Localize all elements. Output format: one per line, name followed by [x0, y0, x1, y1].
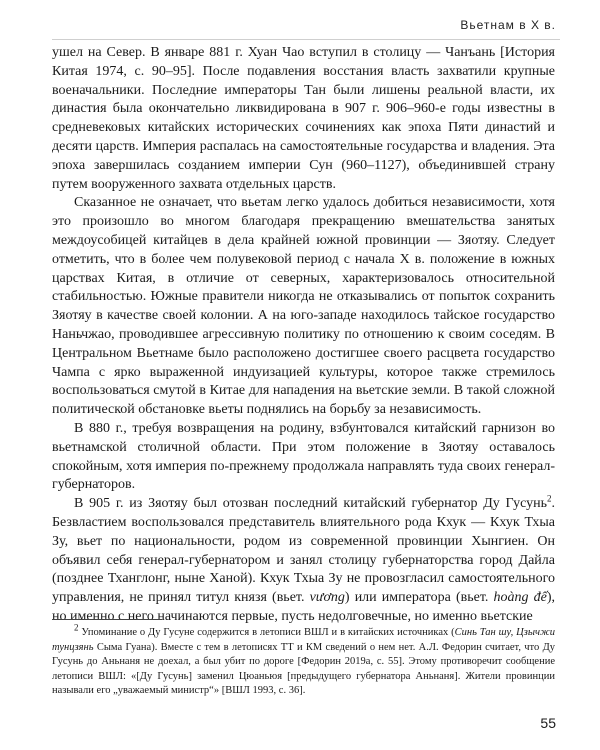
paragraph-text: ), но именно с него начинаются первые, пусть недолговечные, но именно вьетские [52, 590, 555, 624]
paragraph-text: ) или императора (вьет. [344, 590, 494, 606]
paragraph-text: . Безвластием воспользовался представитель влиятельного рода Кхук — Кхук Тхыа Зу, вьет по национальности, родом из современной провинции Хынгиен. Он объявил себя генерал-губернатором и занял столицу губернаторства город Дайла (позднее Тханглонг, ныне Ханой). Кхук Тхыа Зу не провозгласил самостоятельного управления, не принял титул князя (вьет. [52, 496, 555, 606]
vietnamese-term: vương [309, 590, 345, 606]
paragraph: Сказанное не означает, что вьетам легко удалось добиться независимости, хотя это произошло во многом благодаря прекращению вмешательства занятых междоусобицей китайцев в дела крайней южной провинции — Зяотяу. Следует отметить, что в более чем полувековой период с начала X в. положение в южных царствах Китая, в отличие от северных, характеризовалось относительной стабильностью. Южные правители никогда не отказывались от попыток сохранить Зяотяу в качестве своей колонии. А на юго-западе находилось тайское государство Наньчжао, проводившее агрессивную политику по отношению к своим соседям. В Центральном Вьетнаме было расположено достигшее своего расцвета государство Чампа с ярко выраженной индуизацией культуры, которое также стремилось воспользоваться смутой в Китае для нападения на вьетские земли. В такой сложной политической обстановке вьеты поднялись на борьбу за независимость. [52, 195, 555, 418]
footnote-reference: 2 [547, 493, 552, 504]
running-header [0, 17, 600, 37]
footnote-mark: 2 [74, 622, 79, 633]
vietnamese-term: hoàng đế [493, 590, 547, 606]
running-header-title: Вьетнам в X в. [460, 18, 556, 32]
footnote-source-titles: Синь Тан шу, Цзычжи тунцзянь [52, 627, 555, 653]
footnote [52, 622, 555, 699]
footnote-paragraph [52, 622, 555, 699]
main-text [52, 44, 555, 627]
paragraph: ушел на Север. В январе 881 г. Хуан Чао вступил в столицу — Чанъань [История Китая 1974, с. 90–95]. После подавления восстания власть захватили крупные военачальники. Последние императоры Тан были лишены реальной власти, их династия была окончательно ликвидирована в 907 г. 906–960-е годы известны в средневековых китайских исторических сочинениях как эпоха Пяти династий и десяти царств. Империя распалась на самостоятельные государства и владения. Эта эпоха завершилась созданием империи Сун (960–1127), объединившей страну путем вооруженного захвата отдельных царств. [52, 45, 555, 192]
paragraph: В 880 г., требуя возвращения на родину, взбунтовался китайский гарнизон во вьетнамской столичной области. При этом положение в Зяотяу оставалось спокойным, хотя империя по-прежнему продолжала направлять туда своих генерал-губернаторов. [52, 420, 555, 493]
page-number: 55 [540, 715, 556, 731]
paragraph [52, 495, 555, 627]
footnote-rule [52, 619, 162, 620]
footnote-text: Сыма Гуана). Вместе с тем в летописях ТТ и КМ сведений о нем нет. А.Л. Федорин считает, что Ду Гусунь до Аньнаня не доехал, а был убит по дороге [Федорин 2019а, с. 55]. Этому противоречит сообщение летописи ВШЛ: «[Ду Гусунь] заменил Цюаньюя [предыдущего губернатора Аньнаня]. Жители провинции называли его „уважаемый министр“» [ВШЛ 1993, с. 36]. [52, 641, 555, 697]
footnote-text: Упоминание о Ду Гусуне содержится в летописи ВШЛ и в китайских источниках ( [78, 627, 455, 638]
paragraph-text: В 905 г. из Зяотяу был отозван последний китайский губернатор Ду Гусунь [74, 496, 547, 512]
header-rule [52, 39, 560, 40]
